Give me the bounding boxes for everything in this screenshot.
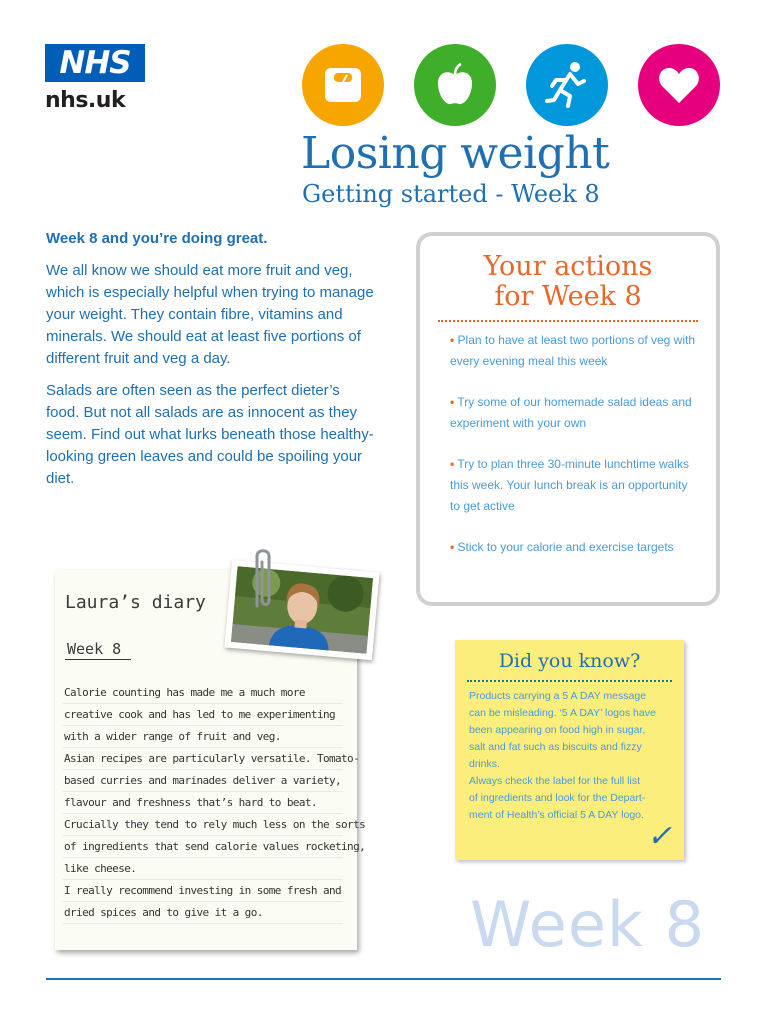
site-url: nhs.uk bbox=[45, 88, 126, 113]
paperclip-icon bbox=[248, 544, 278, 616]
diary-line: of ingredients that send calorie values rocketing, bbox=[64, 840, 366, 853]
action-text: Plan to have at least two portions of veg with every evening meal this week bbox=[450, 333, 696, 368]
actions-box bbox=[416, 232, 720, 606]
ruled-line bbox=[63, 725, 343, 726]
diary-week-underline bbox=[65, 659, 131, 660]
diary-line: creative cook and has led to me experimenting bbox=[64, 708, 336, 721]
action-item bbox=[450, 392, 696, 434]
week-watermark: Week 8 bbox=[470, 888, 706, 961]
action-text: Try some of our homemade salad ideas and experiment with your own bbox=[450, 395, 692, 430]
note-line: drinks. bbox=[469, 758, 500, 770]
diary-title: Laura’s diary bbox=[65, 592, 206, 613]
ruled-line bbox=[63, 791, 343, 792]
note-line: Products carrying a 5 A DAY message bbox=[469, 690, 647, 702]
diary-line: I really recommend investing in some fresh and bbox=[64, 884, 342, 897]
note-line: ment of Health’s official 5 A DAY logo. bbox=[469, 809, 644, 821]
diary-week: Week 8 bbox=[67, 640, 122, 658]
note-line: been appearing on food high in sugar, bbox=[469, 724, 646, 736]
action-item bbox=[450, 454, 696, 517]
ruled-line bbox=[63, 857, 343, 858]
ruled-line bbox=[63, 769, 343, 770]
intro-paragraph: Salads are often seen as the perfect dieter’s food. But not all salads are as innocent as they seem. Find out what lurks beneath those healthy-looking green leaves and could be spoiling your diet. bbox=[46, 382, 374, 487]
ruled-line bbox=[63, 879, 343, 880]
actions-title-line: for Week 8 bbox=[494, 281, 642, 312]
note-line: can be misleading. ‘5 A DAY’ logos have bbox=[469, 707, 656, 719]
dotted-divider bbox=[438, 320, 698, 322]
note-line: salt and fat such as biscuits and fizzy bbox=[469, 741, 642, 753]
diary-line: with a wider range of fruit and veg. bbox=[64, 730, 281, 743]
page-title: Losing weight bbox=[301, 128, 610, 179]
diary-line: based curries and marinades deliver a variety, bbox=[64, 774, 342, 787]
diary-line: Asian recipes are particularly versatile. Tomato- bbox=[64, 752, 360, 765]
ruled-line bbox=[63, 835, 343, 836]
note-line: of ingredients and look for the Depart- bbox=[469, 792, 646, 804]
actions-title-line: Your actions bbox=[483, 251, 653, 282]
actions-title bbox=[420, 252, 716, 312]
bullet: • bbox=[450, 395, 455, 409]
intro-lead: Week 8 and you’re doing great. bbox=[46, 230, 268, 247]
diary-line: flavour and freshness that’s hard to beat. bbox=[64, 796, 317, 809]
diary-line: Crucially they tend to rely much less on the sorts bbox=[64, 818, 366, 831]
bullet: • bbox=[450, 333, 455, 347]
did-you-know-title: Did you know? bbox=[498, 650, 641, 672]
ruled-line bbox=[63, 747, 343, 748]
did-you-know-text bbox=[469, 688, 675, 824]
ruled-line bbox=[63, 703, 343, 704]
ruled-line bbox=[63, 813, 343, 814]
note-line: Always check the label for the full list bbox=[469, 775, 640, 787]
did-you-know-note bbox=[455, 640, 684, 860]
nhs-logo: NHS bbox=[45, 44, 145, 82]
scales-icon bbox=[302, 44, 384, 126]
footer-divider bbox=[46, 978, 721, 980]
intro-text bbox=[46, 228, 376, 500]
heart-icon bbox=[638, 44, 720, 126]
bullet: • bbox=[450, 540, 455, 554]
ruled-line bbox=[63, 901, 343, 902]
action-item bbox=[450, 537, 696, 558]
page-subtitle: Getting started - Week 8 bbox=[302, 180, 600, 208]
diary-line: Calorie counting has made me a much more bbox=[64, 686, 305, 699]
diary-line: dried spices and to give it a go. bbox=[64, 906, 263, 919]
action-text: Try to plan three 30-minute lunchtime walks this week. Your lunch break is an opportunity to get active bbox=[450, 457, 689, 513]
ruled-line bbox=[63, 923, 343, 924]
action-item bbox=[450, 330, 696, 372]
dotted-divider bbox=[467, 680, 672, 682]
action-text: Stick to your calorie and exercise targets bbox=[457, 540, 674, 554]
apple-icon bbox=[414, 44, 496, 126]
intro-paragraph: We all know we should eat more fruit and veg, which is especially helpful when trying to manage your weight. They contain fibre, vitamins and minerals. We should eat at least five portions of different fruit and veg a day. bbox=[46, 262, 374, 367]
running-person-icon bbox=[526, 44, 608, 126]
checkmark-icon: ✓ bbox=[646, 820, 672, 853]
diary-line: like cheese. bbox=[64, 862, 137, 875]
bullet: • bbox=[450, 457, 455, 471]
